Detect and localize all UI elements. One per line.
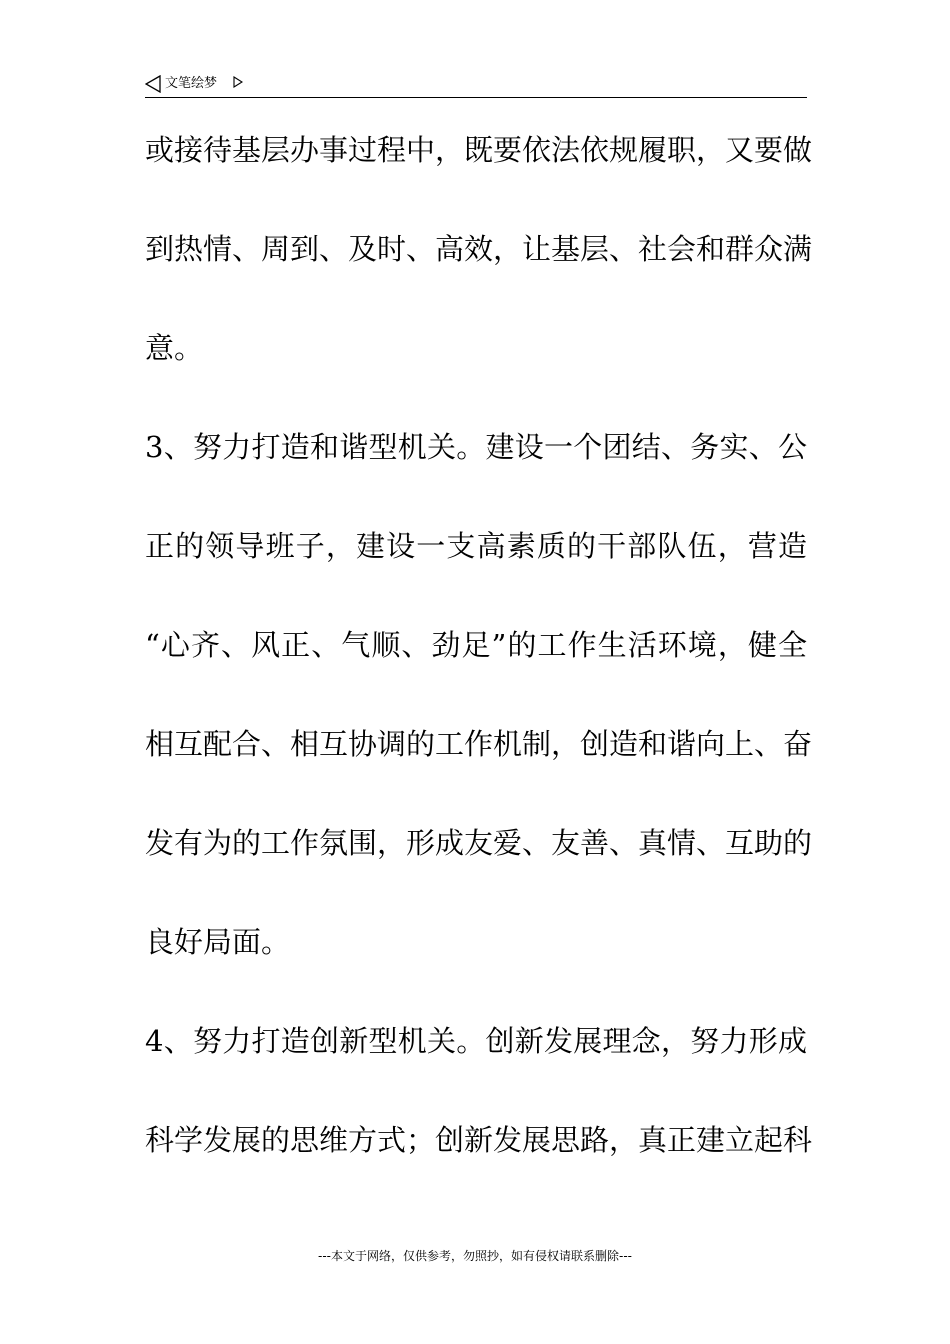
body-line: 到热情、周到、及时、高效，让基层、社会和群众满 <box>145 232 813 266</box>
header-title: 文笔绘梦 <box>165 76 218 91</box>
body-line: 3、努力打造和谐型机关。建设一个团结、务实、公 <box>145 430 807 464</box>
page-footer-notice: ---本文于网络，仅供参考，勿照抄，如有侵权请联系删除--- <box>318 1249 632 1263</box>
body-line: 发有为的工作氛围，形成友爱、友善、真情、互助的 <box>145 826 813 860</box>
body-line: 或接待基层办事过程中，既要依法依规履职，又要做 <box>145 133 813 167</box>
left-triangle-icon <box>145 75 161 93</box>
body-line: 良好局面。 <box>145 925 291 959</box>
right-triangle-icon <box>233 76 243 88</box>
body-line: 意。 <box>145 331 204 365</box>
page-header <box>145 72 807 98</box>
body-line: 相互配合、相互协调的工作机制，创造和谐向上、奋 <box>145 727 813 761</box>
document-body <box>145 130 813 1219</box>
body-line: 4、努力打造创新型机关。创新发展理念，努力形成 <box>145 1024 807 1058</box>
body-line: 正的领导班子，建设一支高素质的干部队伍，营造 <box>145 529 807 563</box>
body-line: 科学发展的思维方式；创新发展思路，真正建立起科 <box>145 1123 813 1157</box>
body-line: “心齐、风正、气顺、劲足”的工作生活环境，健全 <box>145 628 807 662</box>
